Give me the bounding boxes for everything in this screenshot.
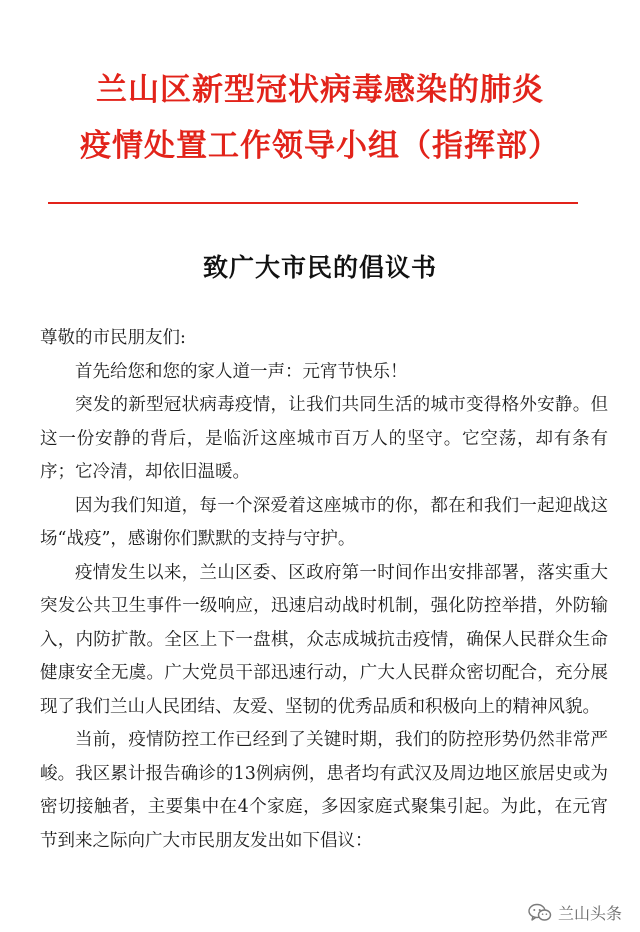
salutation: 尊敬的市民朋友们:: [40, 328, 186, 348]
source-watermark: [528, 901, 622, 924]
letterhead: [0, 62, 640, 174]
paragraph: 疫情发生以来，兰山区委、区政府第一时间作出安排部署，落实重大突发公共卫生事件一级响应，迅速启动战时机制，强化防控举措，外防输入，内防扩散。全区上下一盘棋，众志成城抗击疫情，确保人民群众生命健康安全无虞。广大党员干部迅速行动，广大人民群众密切配合，充分展现了我们兰山人民团结、友爱、坚韧的优秀品质和积极向上的精神风貌。: [40, 562, 608, 717]
document-body: [40, 322, 608, 858]
wechat-icon: [528, 903, 552, 923]
watermark-text: 兰山头条: [557, 906, 622, 923]
paragraph: 当前，疫情防控工作已经到了关键时期，我们的防控形势仍然非常严峻。我区累计报告确诊的13例病例，患者均有武汉及周边地区旅居史或为密切接触者，主要集中在4个家庭，多因家庭式聚集引起。为此，在元宵节到来之际向广大市民朋友发出如下倡议：: [40, 730, 608, 851]
letterhead-line-2: 疫情处置工作领导小组（指挥部）: [80, 128, 560, 164]
letterhead-line-1: 兰山区新型冠状病毒感染的肺炎: [96, 72, 544, 108]
red-divider: [48, 202, 578, 204]
document-title: 致广大市民的倡议书: [202, 253, 437, 282]
paragraph: 突发的新型冠状病毒疫情，让我们共同生活的城市变得格外安静。但这一份安静的背后，是临沂这座城市百万人的坚守。它空荡，却有条有序；它冷清，却依旧温暖。: [40, 395, 608, 482]
paragraph: 首先给您和您的家人道一声：元宵节快乐！: [75, 361, 408, 382]
paragraph: 因为我们知道，每一个深爱着这座城市的你，都在和我们一起迎战这场“战疫”，感谢你们默默的支持与守护。: [40, 495, 608, 549]
